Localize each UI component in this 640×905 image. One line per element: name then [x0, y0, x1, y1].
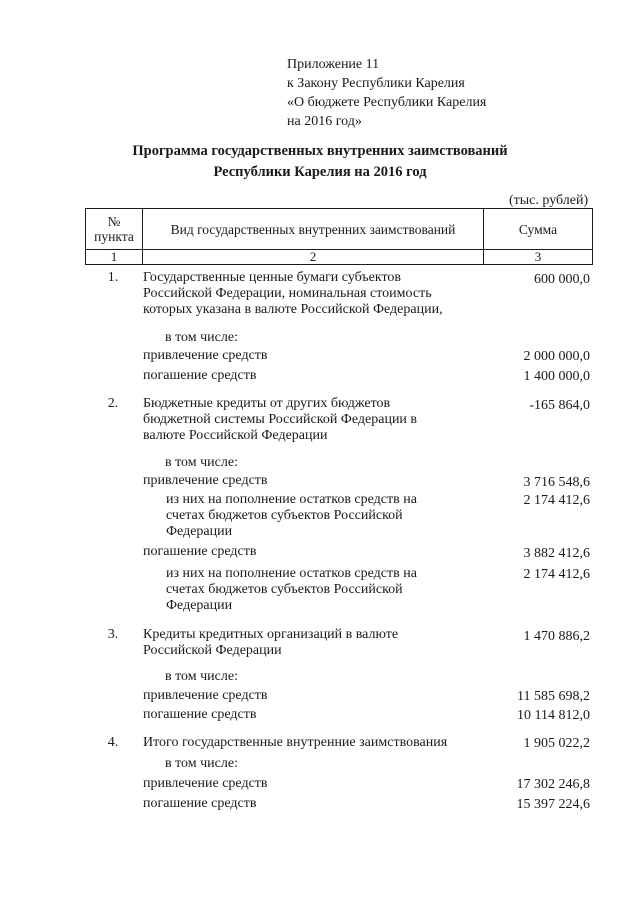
- subnote-line: из них на пополнение остатков средств на: [166, 492, 417, 507]
- units-note: (тыс. рублей): [509, 193, 589, 208]
- including-label: в том числе:: [165, 455, 238, 470]
- section-number: 3.: [107, 627, 119, 642]
- section-total: 600 000,0: [534, 272, 590, 287]
- header-index-3: 3: [484, 250, 593, 265]
- repay-subnote: [166, 566, 417, 614]
- section-number: 1.: [107, 270, 119, 285]
- section-title-line: Государственные ценные бумаги субъектов: [143, 270, 402, 285]
- header-index-1: 1: [86, 250, 143, 265]
- header-number: [86, 209, 143, 250]
- repay-value: 10 114 812,0: [517, 708, 590, 723]
- subnote-line: счетах бюджетов субъектов Российской: [166, 508, 403, 523]
- subnote-line: из них на пополнение остатков средств на: [166, 566, 417, 581]
- attract-value: 11 585 698,2: [517, 689, 590, 704]
- attract-value: 17 302 246,8: [516, 777, 590, 792]
- section-title: [143, 270, 443, 318]
- attract-value: 3 716 548,6: [523, 475, 590, 490]
- section-total: 1 905 022,2: [523, 736, 590, 751]
- repay-label: погашение средств: [143, 707, 257, 722]
- repay-label: погашение средств: [143, 796, 257, 811]
- title-line: Республики Карелия на 2016 год: [213, 164, 427, 180]
- repay-subnote-value: 2 174 412,6: [523, 567, 590, 582]
- appendix-line: к Закону Республики Карелия: [287, 76, 465, 91]
- attract-value: 2 000 000,0: [523, 349, 590, 364]
- section-title: [143, 735, 447, 751]
- attract-label: привлечение средств: [143, 348, 268, 363]
- title-line: Программа государственных внутренних заимствований: [132, 143, 508, 159]
- section-number: 4.: [107, 735, 119, 750]
- including-label: в том числе:: [165, 330, 238, 345]
- document-title: [0, 141, 640, 183]
- attract-subnote: [166, 492, 417, 540]
- section-title-line: Итого государственные внутренние заимствования: [143, 735, 448, 750]
- section-title-line: бюджетной системы Российской Федерации в: [143, 412, 418, 427]
- appendix-line: «О бюджете Республики Карелия: [287, 95, 487, 110]
- section-total: 1 470 886,2: [523, 629, 590, 644]
- section-title-line: валюте Российской Федерации: [143, 428, 328, 443]
- including-label: в том числе:: [165, 669, 238, 684]
- appendix-line: на 2016 год»: [287, 114, 362, 129]
- section-title: [143, 396, 417, 444]
- appendix-line: Приложение 11: [287, 57, 380, 72]
- attract-label: привлечение средств: [143, 776, 268, 791]
- repay-value: 15 397 224,6: [516, 797, 590, 812]
- section-title-line: которых указана в валюте Российской Федерации,: [143, 302, 443, 317]
- section-title-line: Кредиты кредитных организаций в валюте: [143, 627, 399, 642]
- subnote-line: счетах бюджетов субъектов Российской: [166, 582, 403, 597]
- section-title-line: Российской Федерации: [143, 643, 282, 658]
- repay-label: погашение средств: [143, 544, 257, 559]
- section-number: 2.: [107, 396, 119, 411]
- section-title-line: Бюджетные кредиты от других бюджетов: [143, 396, 391, 411]
- repay-label: погашение средств: [143, 368, 257, 383]
- header-number-label: № пункта: [94, 214, 134, 244]
- appendix-note: [287, 55, 486, 131]
- attract-label: привлечение средств: [143, 473, 268, 488]
- subnote-line: Федерации: [166, 598, 233, 613]
- subnote-line: Федерации: [166, 524, 233, 539]
- section-title-line: Российской Федерации, номинальная стоимость: [143, 286, 432, 301]
- header-sum: Сумма: [484, 209, 593, 250]
- header-index-2: 2: [143, 250, 484, 265]
- attract-label: привлечение средств: [143, 688, 268, 703]
- header-type: Вид государственных внутренних заимствований: [143, 209, 484, 250]
- repay-value: 3 882 412,6: [523, 546, 590, 561]
- attract-subnote-value: 2 174 412,6: [523, 493, 590, 508]
- repay-value: 1 400 000,0: [523, 369, 590, 384]
- section-title: [143, 627, 398, 659]
- table-header: [85, 208, 593, 265]
- section-total: -165 864,0: [529, 398, 590, 413]
- including-label: в том числе:: [165, 756, 238, 771]
